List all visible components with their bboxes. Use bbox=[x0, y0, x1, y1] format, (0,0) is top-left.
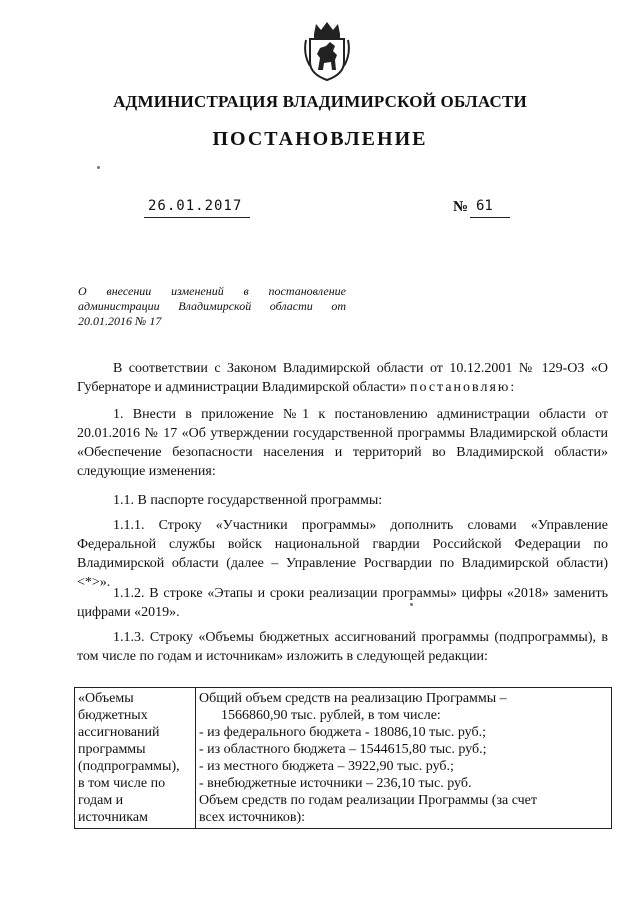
date-underline bbox=[144, 217, 250, 218]
value-line: 1566860,90 тыс. рублей, в том числе: bbox=[221, 708, 441, 723]
value-line: - из местного бюджета – 3922,90 тыс. руб.; bbox=[199, 759, 454, 774]
coat-of-arms-icon bbox=[302, 20, 352, 82]
table-row bbox=[75, 688, 612, 829]
value-line: - внебюджетные источники – 236,10 тыс. руб. bbox=[199, 776, 472, 791]
item-1-1-2-paragraph: 1.1.2. В строке «Этапы и сроки реализации программы» цифры «2018» заменить цифрами «2019». bbox=[77, 586, 608, 620]
document-date: 26.01.2017 bbox=[148, 198, 243, 214]
item-1-1-3-paragraph: 1.1.3. Строку «Объемы бюджетных ассигнований программы (подпрограммы), в том числе по годам и источникам» изложить в следующей редакции: bbox=[77, 630, 608, 664]
label-line: в том числе по bbox=[78, 776, 166, 791]
label-line: программы bbox=[78, 742, 146, 757]
value-line: Общий объем средств на реализацию Программы – bbox=[199, 691, 507, 706]
label-line: бюджетных bbox=[78, 708, 148, 723]
preamble-text: В соответствии с Законом Владимирской области от 10.12.2001 № 129-ОЗ «О Губернаторе и администрации Владимирской области» bbox=[77, 361, 608, 395]
label-line: ассигнований bbox=[78, 725, 160, 740]
value-line: - из федерального бюджета - 18086,10 тыс. руб.; bbox=[199, 725, 486, 740]
value-line: - из областного бюджета – 1544615,80 тыс. руб.; bbox=[199, 742, 487, 757]
item-1-1-1-paragraph: 1.1.1. Строку «Участники программы» дополнить словами «Управление Федеральной службы войск национальной гвардии Российской Федерации по Владимирской области (далее – Управление Росгвардии по Владимирской области)<*>». bbox=[77, 518, 608, 590]
table-cell-label bbox=[75, 688, 196, 829]
scan-speck bbox=[97, 166, 100, 169]
organization-name: АДМИНИСТРАЦИЯ ВЛАДИМИРСКОЙ ОБЛАСТИ bbox=[113, 92, 527, 111]
preamble-paragraph bbox=[77, 359, 608, 397]
budget-table bbox=[74, 687, 612, 829]
value-line: всех источников): bbox=[199, 810, 305, 825]
document-subject: О внесении изменений в постановление администрации Владимирской области от 20.01.2016 № 17 bbox=[78, 284, 346, 328]
label-line: годам и bbox=[78, 793, 124, 808]
document-type: ПОСТАНОВЛЕНИЕ bbox=[212, 128, 428, 150]
document-number-label: № bbox=[453, 199, 469, 215]
table-cell-value bbox=[196, 688, 612, 829]
item-1-paragraph: 1. Внести в приложение №1 к постановлению администрации области от 20.01.2016 № 17 «Об утверждении государственной программы Владимирской области «Обеспечение безопасности населения и территорий во Владимирской области» следующие изменения: bbox=[77, 407, 608, 479]
item-1-1-paragraph: 1.1. В паспорте государственной программы: bbox=[113, 493, 383, 508]
document-number: 61 bbox=[476, 198, 493, 214]
label-line: источникам bbox=[78, 810, 148, 825]
resolution-word: постановляю: bbox=[409, 380, 517, 395]
number-underline bbox=[470, 217, 510, 218]
label-line: (подпрограммы), bbox=[78, 759, 180, 774]
label-line: «Объемы bbox=[78, 691, 134, 706]
value-line: Объем средств по годам реализации Программы (за счет bbox=[199, 793, 538, 808]
